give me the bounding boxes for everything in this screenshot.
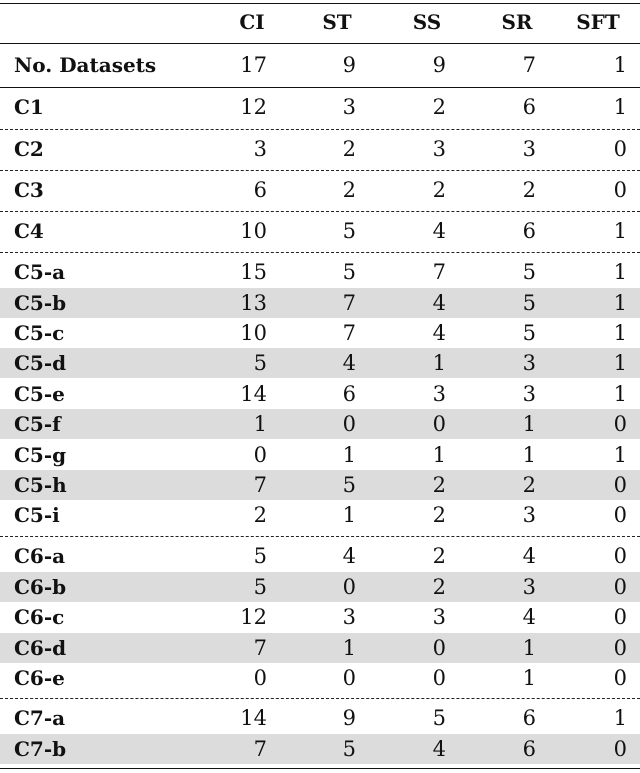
- table-cell: 5: [342, 737, 356, 761]
- table-cell: 1: [522, 412, 536, 436]
- table-cell: 3: [342, 605, 356, 629]
- summary-rule: [0, 87, 640, 88]
- table-row: [0, 703, 640, 733]
- table-cell: 1: [253, 412, 267, 436]
- table-row: [0, 663, 640, 693]
- table-row: [0, 572, 640, 602]
- table-cell: 3: [522, 137, 536, 161]
- table-cell: 1: [522, 443, 536, 467]
- table-cell: 7: [253, 636, 267, 660]
- group-divider: [0, 698, 640, 699]
- column-header: SS: [412, 10, 442, 34]
- table-cell: 5: [522, 291, 536, 315]
- table-cell: 2: [432, 575, 446, 599]
- table-cell: 3: [522, 351, 536, 375]
- table-row: [0, 257, 640, 287]
- table-cell: 1: [613, 351, 627, 375]
- table-row: [0, 175, 640, 205]
- table-cell: 2: [432, 95, 446, 119]
- table-cell: 6: [342, 382, 356, 406]
- table-row: [0, 348, 640, 378]
- row-label: C5-b: [14, 291, 67, 315]
- table-cell: 5: [342, 219, 356, 243]
- table-cell: 17: [240, 53, 267, 77]
- table-row: [0, 633, 640, 663]
- table-row: [0, 134, 640, 164]
- table-cell: 7: [253, 473, 267, 497]
- table-cell: 2: [432, 178, 446, 202]
- table-row: [0, 500, 640, 530]
- table-cell: 1: [613, 443, 627, 467]
- table-cell: 7: [522, 53, 536, 77]
- table-cell: 4: [432, 291, 446, 315]
- table-cell: 5: [432, 706, 446, 730]
- table-cell: 3: [432, 605, 446, 629]
- table-cell: 0: [613, 605, 627, 629]
- table-cell: 1: [342, 503, 356, 527]
- table-cell: 2: [342, 178, 356, 202]
- table-cell: 1: [613, 382, 627, 406]
- table-cell: 2: [253, 503, 267, 527]
- table-cell: 1: [342, 636, 356, 660]
- table-cell: 0: [342, 412, 356, 436]
- row-label: C5-d: [14, 351, 67, 375]
- row-label: C2: [14, 137, 44, 161]
- table-cell: 6: [522, 219, 536, 243]
- table-cell: 9: [342, 706, 356, 730]
- table-cell: 0: [253, 666, 267, 690]
- group-divider: [0, 170, 640, 171]
- table-cell: 4: [522, 544, 536, 568]
- row-label: C5-e: [14, 382, 65, 406]
- table-cell: 5: [253, 351, 267, 375]
- row-label: C6-b: [14, 575, 67, 599]
- group-divider: [0, 536, 640, 537]
- table-cell: 1: [613, 291, 627, 315]
- row-label: C3: [14, 178, 44, 202]
- bottom-rule: [0, 768, 640, 769]
- row-label: C6-a: [14, 544, 66, 568]
- table-cell: 3: [342, 95, 356, 119]
- table-cell: 1: [613, 219, 627, 243]
- table-row: [0, 440, 640, 470]
- table-cell: 0: [253, 443, 267, 467]
- table-cell: 1: [432, 443, 446, 467]
- table-cell: 4: [342, 544, 356, 568]
- table-cell: 6: [522, 95, 536, 119]
- table-cell: 3: [522, 575, 536, 599]
- table-cell: 0: [613, 473, 627, 497]
- table-cell: 0: [613, 178, 627, 202]
- group-divider: [0, 252, 640, 253]
- table-cell: 1: [613, 321, 627, 345]
- table-row: [0, 92, 640, 122]
- top-rule: [0, 3, 640, 4]
- table-cell: 4: [342, 351, 356, 375]
- table-cell: 5: [253, 544, 267, 568]
- row-label: C5-h: [14, 473, 67, 497]
- table-cell: 12: [240, 605, 267, 629]
- table-cell: 5: [342, 473, 356, 497]
- table-cell: 5: [253, 575, 267, 599]
- table-cell: 0: [613, 575, 627, 599]
- table-cell: 2: [432, 544, 446, 568]
- row-label: No. Datasets: [14, 53, 157, 77]
- row-label: C6-d: [14, 636, 67, 660]
- row-label: C5-f: [14, 412, 61, 436]
- row-label: C6-e: [14, 666, 65, 690]
- table-cell: 10: [240, 219, 267, 243]
- table-cell: 14: [240, 706, 267, 730]
- row-label: C5-i: [14, 503, 60, 527]
- table-cell: 5: [522, 321, 536, 345]
- row-label: C6-c: [14, 605, 65, 629]
- table-cell: 0: [613, 503, 627, 527]
- row-label: C7-b: [14, 737, 67, 761]
- row-label: C1: [14, 95, 44, 119]
- row-label: C4: [14, 219, 44, 243]
- table-cell: 3: [253, 137, 267, 161]
- table-cell: 1: [613, 95, 627, 119]
- table-cell: 15: [240, 260, 267, 284]
- table-cell: 4: [432, 321, 446, 345]
- table-cell: 0: [613, 137, 627, 161]
- table-cell: 4: [432, 737, 446, 761]
- table-cell: 0: [613, 636, 627, 660]
- table-row: [0, 602, 640, 632]
- column-header: CI: [239, 10, 265, 34]
- row-label: C5-g: [14, 443, 67, 467]
- column-header: SR: [501, 10, 533, 34]
- table-cell: 2: [522, 178, 536, 202]
- table-cell: 3: [522, 382, 536, 406]
- table-cell: 5: [522, 260, 536, 284]
- table-row: [0, 409, 640, 439]
- table-cell: 6: [522, 706, 536, 730]
- row-label: C5-a: [14, 260, 66, 284]
- table-cell: 7: [342, 321, 356, 345]
- table-row: [0, 318, 640, 348]
- table-cell: 2: [522, 473, 536, 497]
- table-row: [0, 541, 640, 571]
- table-cell: 2: [432, 503, 446, 527]
- table-cell: 1: [522, 666, 536, 690]
- table-cell: 3: [432, 137, 446, 161]
- table-cell: 0: [342, 666, 356, 690]
- table-row: [0, 470, 640, 500]
- column-header: ST: [322, 10, 352, 34]
- summary-row: [0, 50, 640, 80]
- table-cell: 1: [613, 53, 627, 77]
- table-cell: 1: [613, 706, 627, 730]
- table-cell: 0: [432, 666, 446, 690]
- table-cell: 1: [613, 260, 627, 284]
- table-cell: 10: [240, 321, 267, 345]
- table-cell: 4: [432, 219, 446, 243]
- table-cell: 7: [432, 260, 446, 284]
- table-cell: 0: [613, 412, 627, 436]
- table-cell: 6: [522, 737, 536, 761]
- table-cell: 9: [342, 53, 356, 77]
- header-rule: [0, 43, 640, 44]
- table-cell: 5: [342, 260, 356, 284]
- table-cell: 0: [432, 636, 446, 660]
- row-label: C7-a: [14, 706, 66, 730]
- table-cell: 0: [613, 666, 627, 690]
- table-cell: 2: [432, 473, 446, 497]
- table-cell: 4: [522, 605, 536, 629]
- table-cell: 0: [342, 575, 356, 599]
- group-divider: [0, 211, 640, 212]
- table-cell: 14: [240, 382, 267, 406]
- table-cell: 13: [240, 291, 267, 315]
- table-row: [0, 379, 640, 409]
- table-cell: 9: [432, 53, 446, 77]
- table-cell: 3: [432, 382, 446, 406]
- table-cell: 7: [253, 737, 267, 761]
- table-row: [0, 216, 640, 246]
- table-row: [0, 734, 640, 764]
- table-cell: 0: [432, 412, 446, 436]
- table-cell: 7: [342, 291, 356, 315]
- row-label: C5-c: [14, 321, 65, 345]
- table-row: [0, 288, 640, 318]
- table-cell: 0: [613, 544, 627, 568]
- table-cell: 6: [253, 178, 267, 202]
- table-cell: 0: [613, 737, 627, 761]
- table-cell: 12: [240, 95, 267, 119]
- column-header: SFT: [576, 10, 620, 34]
- table-cell: 1: [342, 443, 356, 467]
- table-cell: 1: [432, 351, 446, 375]
- header-row: [0, 7, 640, 37]
- table-cell: 1: [522, 636, 536, 660]
- table-cell: 3: [522, 503, 536, 527]
- group-divider: [0, 129, 640, 130]
- table-cell: 2: [342, 137, 356, 161]
